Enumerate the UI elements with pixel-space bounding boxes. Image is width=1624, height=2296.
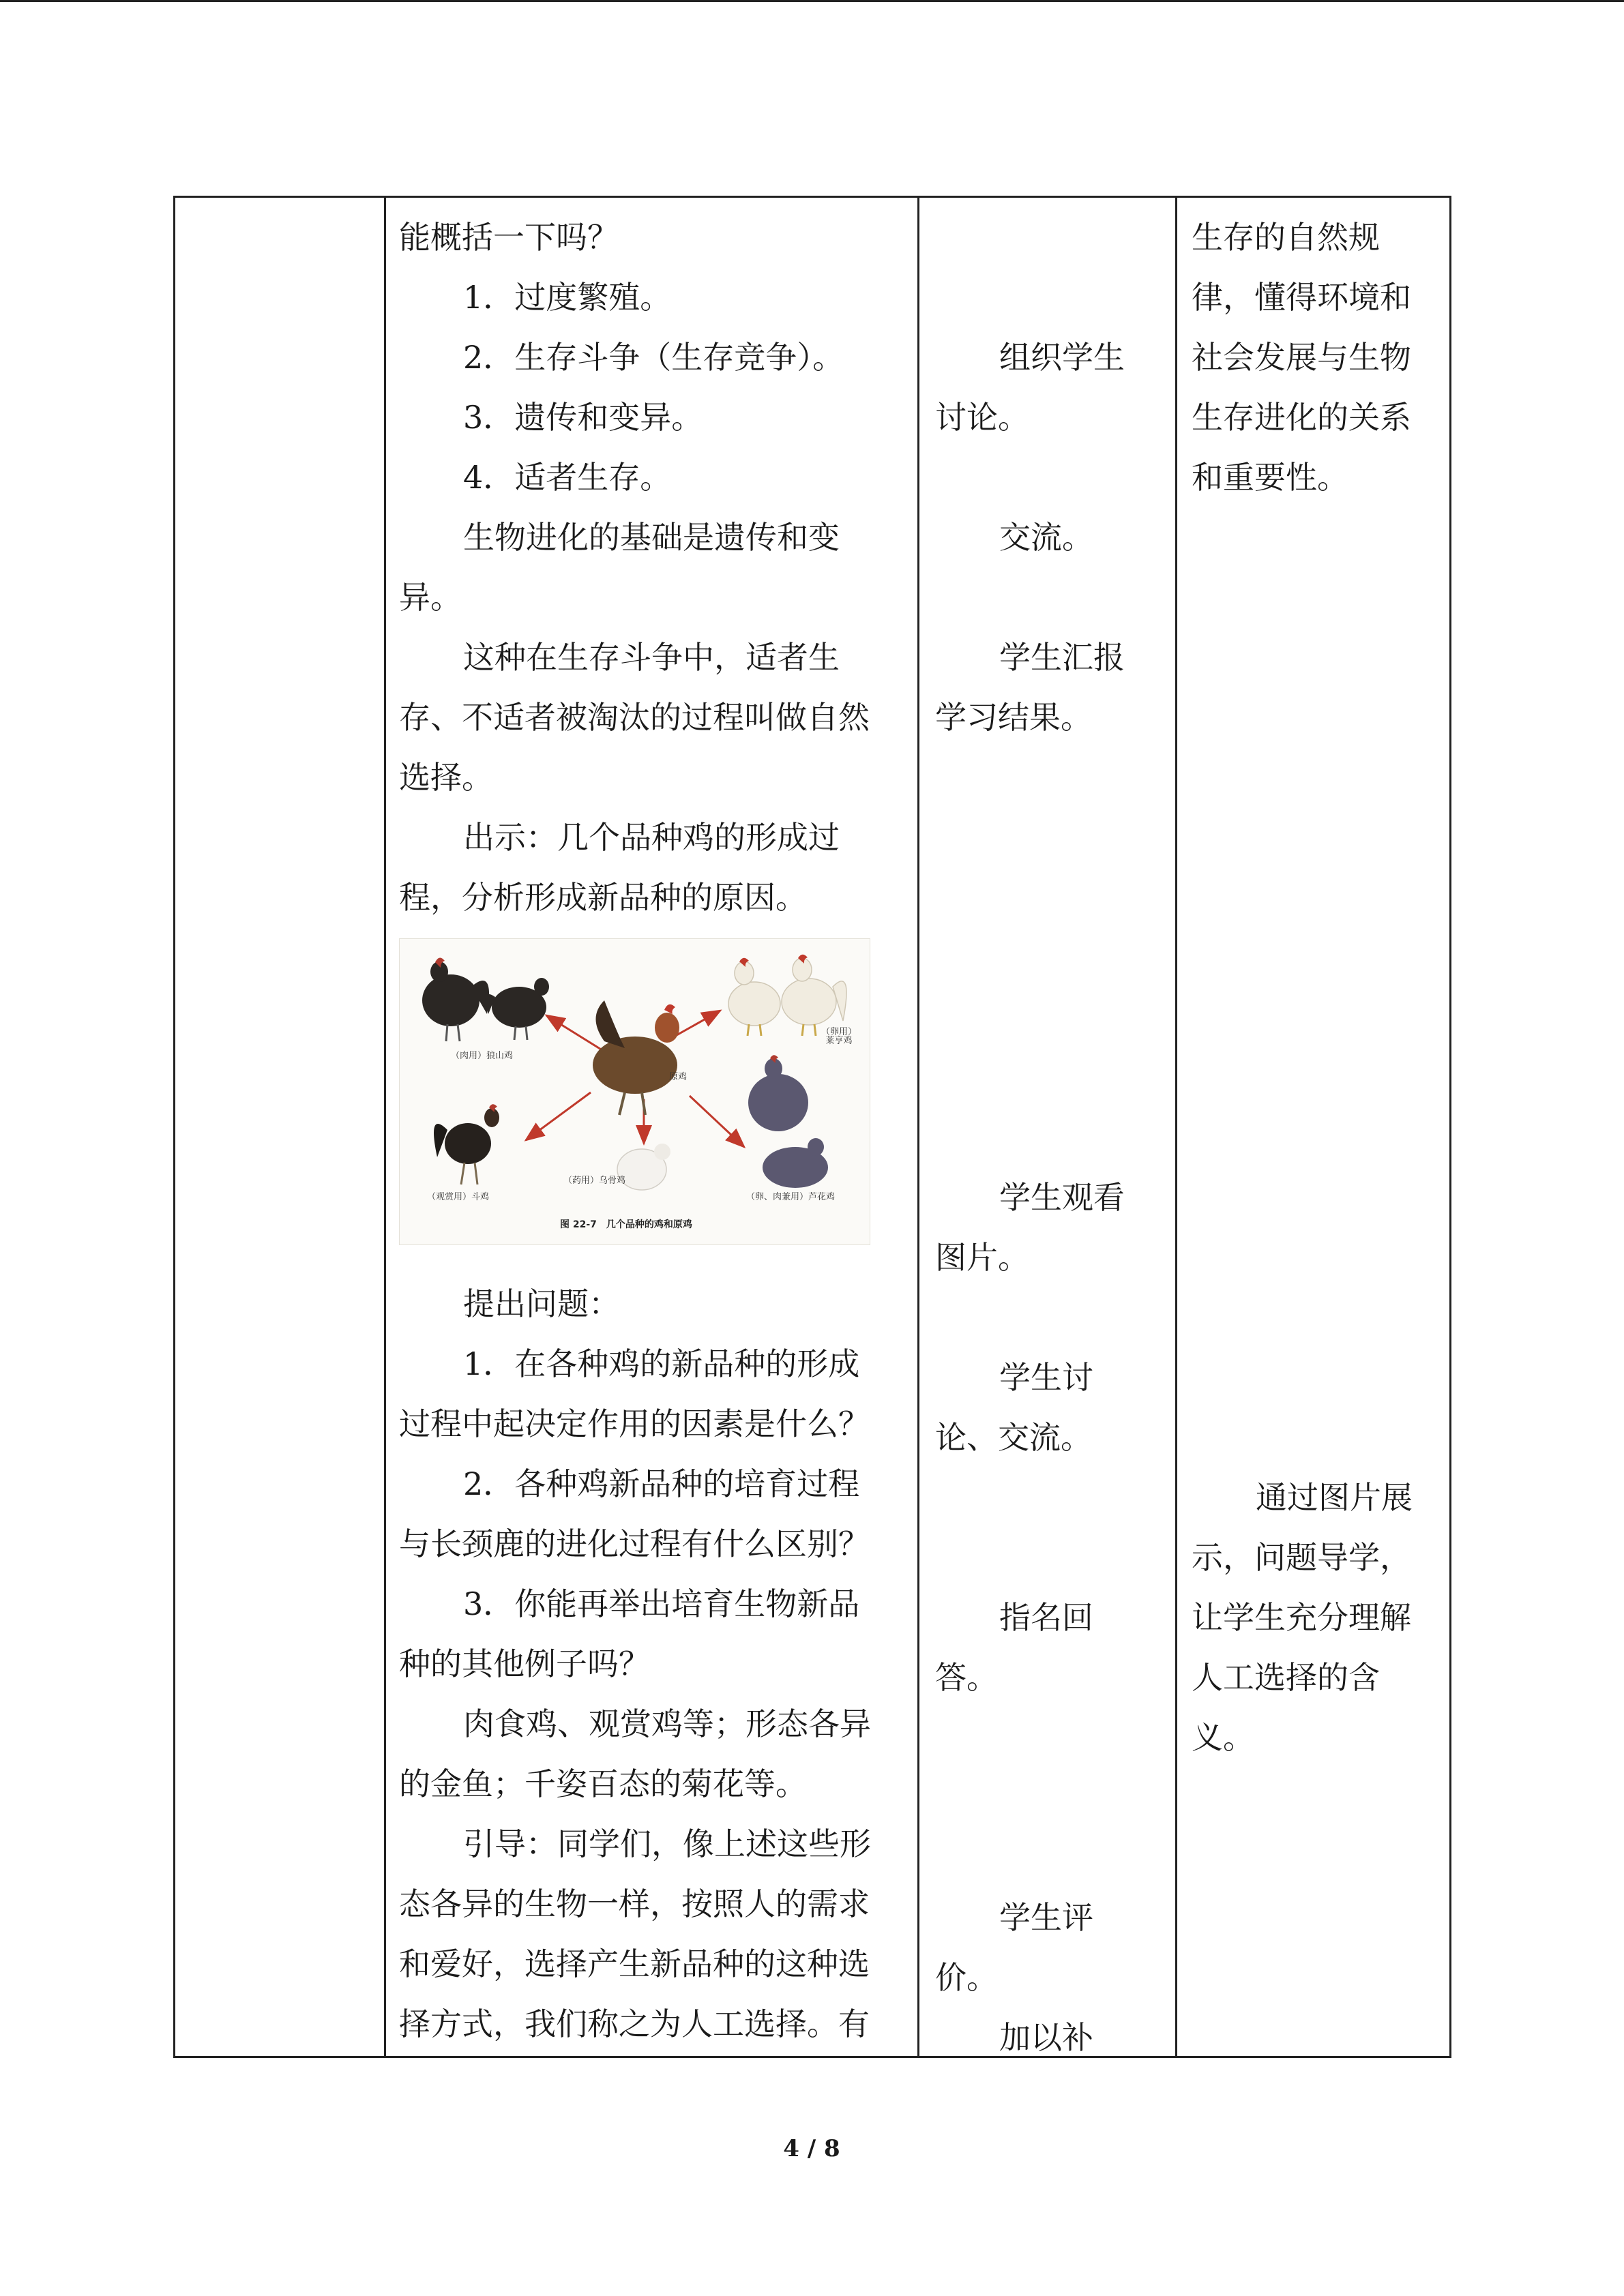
intent-line: 生存的自然规 [1192,219,1380,256]
process-line: 引导：同学们，像上述这些形 [463,1825,871,1862]
figure-label-center-bottom: （药用）乌骨鸡 [563,1176,626,1186]
student-line: 答。 [935,1659,998,1696]
process-line: 与长颈鹿的进化过程有什么区别？ [399,1525,870,1562]
figure-label-left-top: （肉用）狼山鸡 [451,1051,514,1061]
figure-caption: 图 22-7 几个品种的鸡和原鸡 [560,1219,692,1230]
table-divider-1 [384,196,386,2058]
intent-line: 示，问题导学， [1192,1539,1411,1576]
process-line: 存、不适者被淘汰的过程叫做自然 [399,699,870,736]
figure-label-right-top: （卵用） 莱亨鸡 [821,1027,857,1046]
intent-line: 社会发展与生物 [1192,339,1411,376]
process-line: 3．遗传和变异。 [463,399,703,436]
figure-label-right-bottom: （卵、肉兼用）芦花鸡 [746,1192,836,1202]
process-line: 这种在生存斗争中，适者生 [463,639,840,676]
chicken-breeds-figure [399,938,870,1245]
process-line: 过程中起决定作用的因素是什么？ [399,1405,870,1442]
student-line: 讨论。 [935,399,1029,436]
table-divider-3 [1175,196,1177,2058]
process-line: 2．各种鸡新品种的培育过程 [463,1465,860,1502]
table-cell-empty [175,196,384,2058]
process-line: 程，分析形成新品种的原因。 [399,879,807,916]
process-line: 1．在各种鸡的新品种的形成 [463,1345,860,1382]
intent-line: 律，懂得环境和 [1192,279,1411,316]
process-line: 选择。 [399,759,493,796]
student-line: 学生汇报 [999,639,1125,676]
intent-line: 人工选择的含 [1192,1659,1380,1696]
figure-label-center: 原鸡 [669,1072,688,1082]
student-line: 论、交流。 [935,1419,1092,1456]
process-line: 和爱好，选择产生新品种的这种选 [399,1945,870,1982]
process-line: 肉食鸡、观赏鸡等；形态各异 [463,1705,871,1742]
process-line: 提出问题： [463,1285,620,1322]
student-line: 图片。 [935,1239,1029,1276]
student-line: 加以补 [999,2019,1093,2056]
student-line: 指名回 [999,1599,1093,1636]
process-line: 择方式，我们称之为人工选择。有 [399,2006,870,2042]
process-line: 生物进化的基础是遗传和变 [463,519,840,556]
process-line: 能概括一下吗？ [399,219,619,256]
page-number: 4 / 8 [783,2135,840,2162]
student-line: 学生观看 [999,1179,1125,1216]
student-line: 交流。 [999,519,1093,556]
figure-label-left-bottom: （观赏用）斗鸡 [427,1192,490,1202]
process-line: 种的其他例子吗？ [399,1645,650,1682]
table-divider-2 [917,196,919,2058]
process-line: 态各异的生物一样，按照人的需求 [399,1885,870,1922]
student-line: 学生讨 [999,1359,1093,1396]
page-top-rule [0,0,1624,2]
process-line: 4．适者生存。 [463,459,672,496]
process-line: 异。 [399,579,462,616]
intent-line: 让学生充分理解 [1192,1599,1411,1636]
student-line: 组织学生 [999,339,1125,376]
intent-line: 和重要性。 [1192,459,1348,496]
intent-line: 通过图片展 [1256,1479,1413,1516]
student-line: 学习结果。 [935,699,1092,736]
student-line: 价。 [935,1959,998,1996]
process-line: 3．你能再举出培育生物新品 [463,1585,860,1622]
process-line: 的金鱼；千姿百态的菊花等。 [399,1765,807,1802]
intent-line: 义。 [1192,1719,1254,1756]
process-line: 1．过度繁殖。 [463,279,672,316]
process-line: 出示：几个品种鸡的形成过 [463,819,840,856]
intent-line: 生存进化的关系 [1192,399,1411,436]
process-line: 2．生存斗争（生存竞争）。 [463,339,844,376]
table-border-right [1449,196,1451,2058]
student-line: 学生评 [999,1899,1093,1936]
